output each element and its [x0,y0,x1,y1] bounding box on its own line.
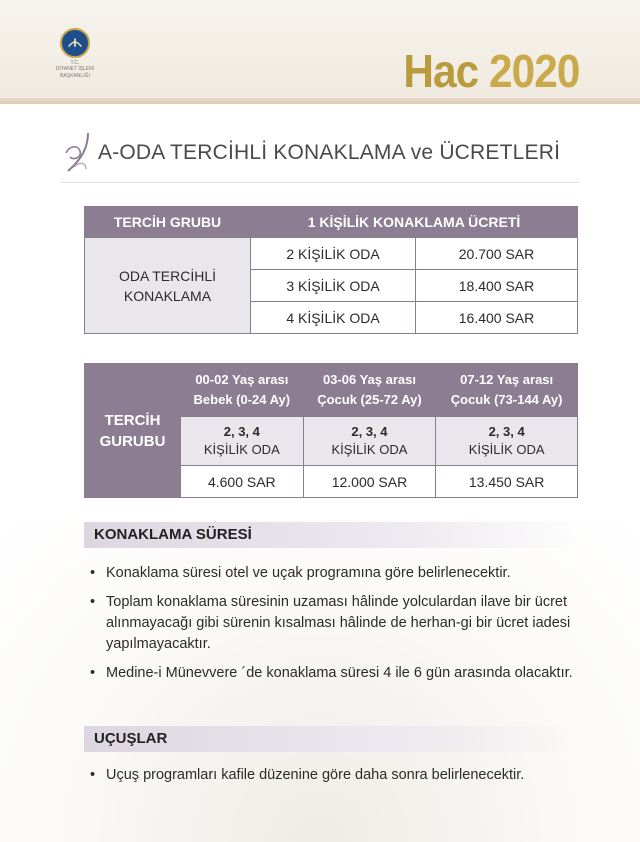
price-cell: 4.600 SAR [181,466,304,498]
header-konaklama-ucreti: 1 KİŞİLİK KONAKLAMA ÜCRETİ [251,207,578,238]
flights-heading-bar [84,726,578,752]
room-cell: 2, 3, 4 KİŞİLİK ODA [436,417,578,466]
age-header: 03-06 Yaş arası Çocuk (25-72 Ay) [303,364,436,417]
title-divider [60,182,580,183]
room-cell: 2 KİŞİLİK ODA [251,238,416,270]
room-cell: 4 KİŞİLİK ODA [251,302,416,334]
group-label: ODA TERCİHLİ KONAKLAMA [85,238,251,334]
header-tercih-grubu: TERCİH GRUBU [85,207,251,238]
age-header: 00-02 Yaş arası Bebek (0-24 Ay) [181,364,304,417]
room-price-table [84,206,578,334]
room-cell: 3 KİŞİLİK ODA [251,270,416,302]
logo-tc: T.C. [70,60,80,66]
flights-heading: UÇUŞLAR [94,730,168,747]
diyanet-logo [52,28,98,80]
ornament-icon [60,131,96,175]
group-label: TERCİH GURUBU [85,364,181,498]
age-header: 07-12 Yaş arası Çocuk (73-144 Ay) [436,364,578,417]
list-item: • Uçuş programları kafile düzenine göre daha sonra belirlenecektir. [90,765,590,786]
list-item: • Konaklama süresi otel ve uçak programına göre belirlenecektir. [90,563,590,584]
child-price-table [84,363,578,498]
brand-word-1: Hac [403,45,479,97]
price-cell: 20.700 SAR [416,238,578,270]
stay-heading-bar [84,522,578,548]
room-cell: 2, 3, 4 KİŞİLİK ODA [181,417,304,466]
seal-icon [60,28,90,58]
price-cell: 12.000 SAR [303,466,436,498]
room-cell: 2, 3, 4 KİŞİLİK ODA [303,417,436,466]
logo-line-2: BAŞKANLIĞI [60,73,90,79]
stay-heading: KONAKLAMA SÜRESİ [94,526,252,543]
table-row [85,238,578,270]
logo-line-1: DİYANET İŞLERİ [55,66,95,72]
price-cell: 18.400 SAR [416,270,578,302]
brand-word-2: 2020 [489,45,580,97]
flights-list [90,765,590,794]
stay-list [90,563,590,692]
brand-title [404,44,580,98]
section-title-text: A-ODA TERCİHLİ KONAKLAMA ve ÜCRETLERİ [98,141,561,164]
list-item: • Toplam konaklama süresinin uzaması hâlinde yolculardan ilave bir ücret alınmayacağı gibi sürenin kısalması hâlinde de herhan-gi bir ücret iadesi yapılmayacaktır. [90,592,590,655]
section-title [60,128,580,178]
price-cell: 13.450 SAR [436,466,578,498]
price-cell: 16.400 SAR [416,302,578,334]
list-item: • Medine-i Münevvere ´de konaklama süresi 4 ile 6 gün arasında olacaktır. [90,663,590,684]
